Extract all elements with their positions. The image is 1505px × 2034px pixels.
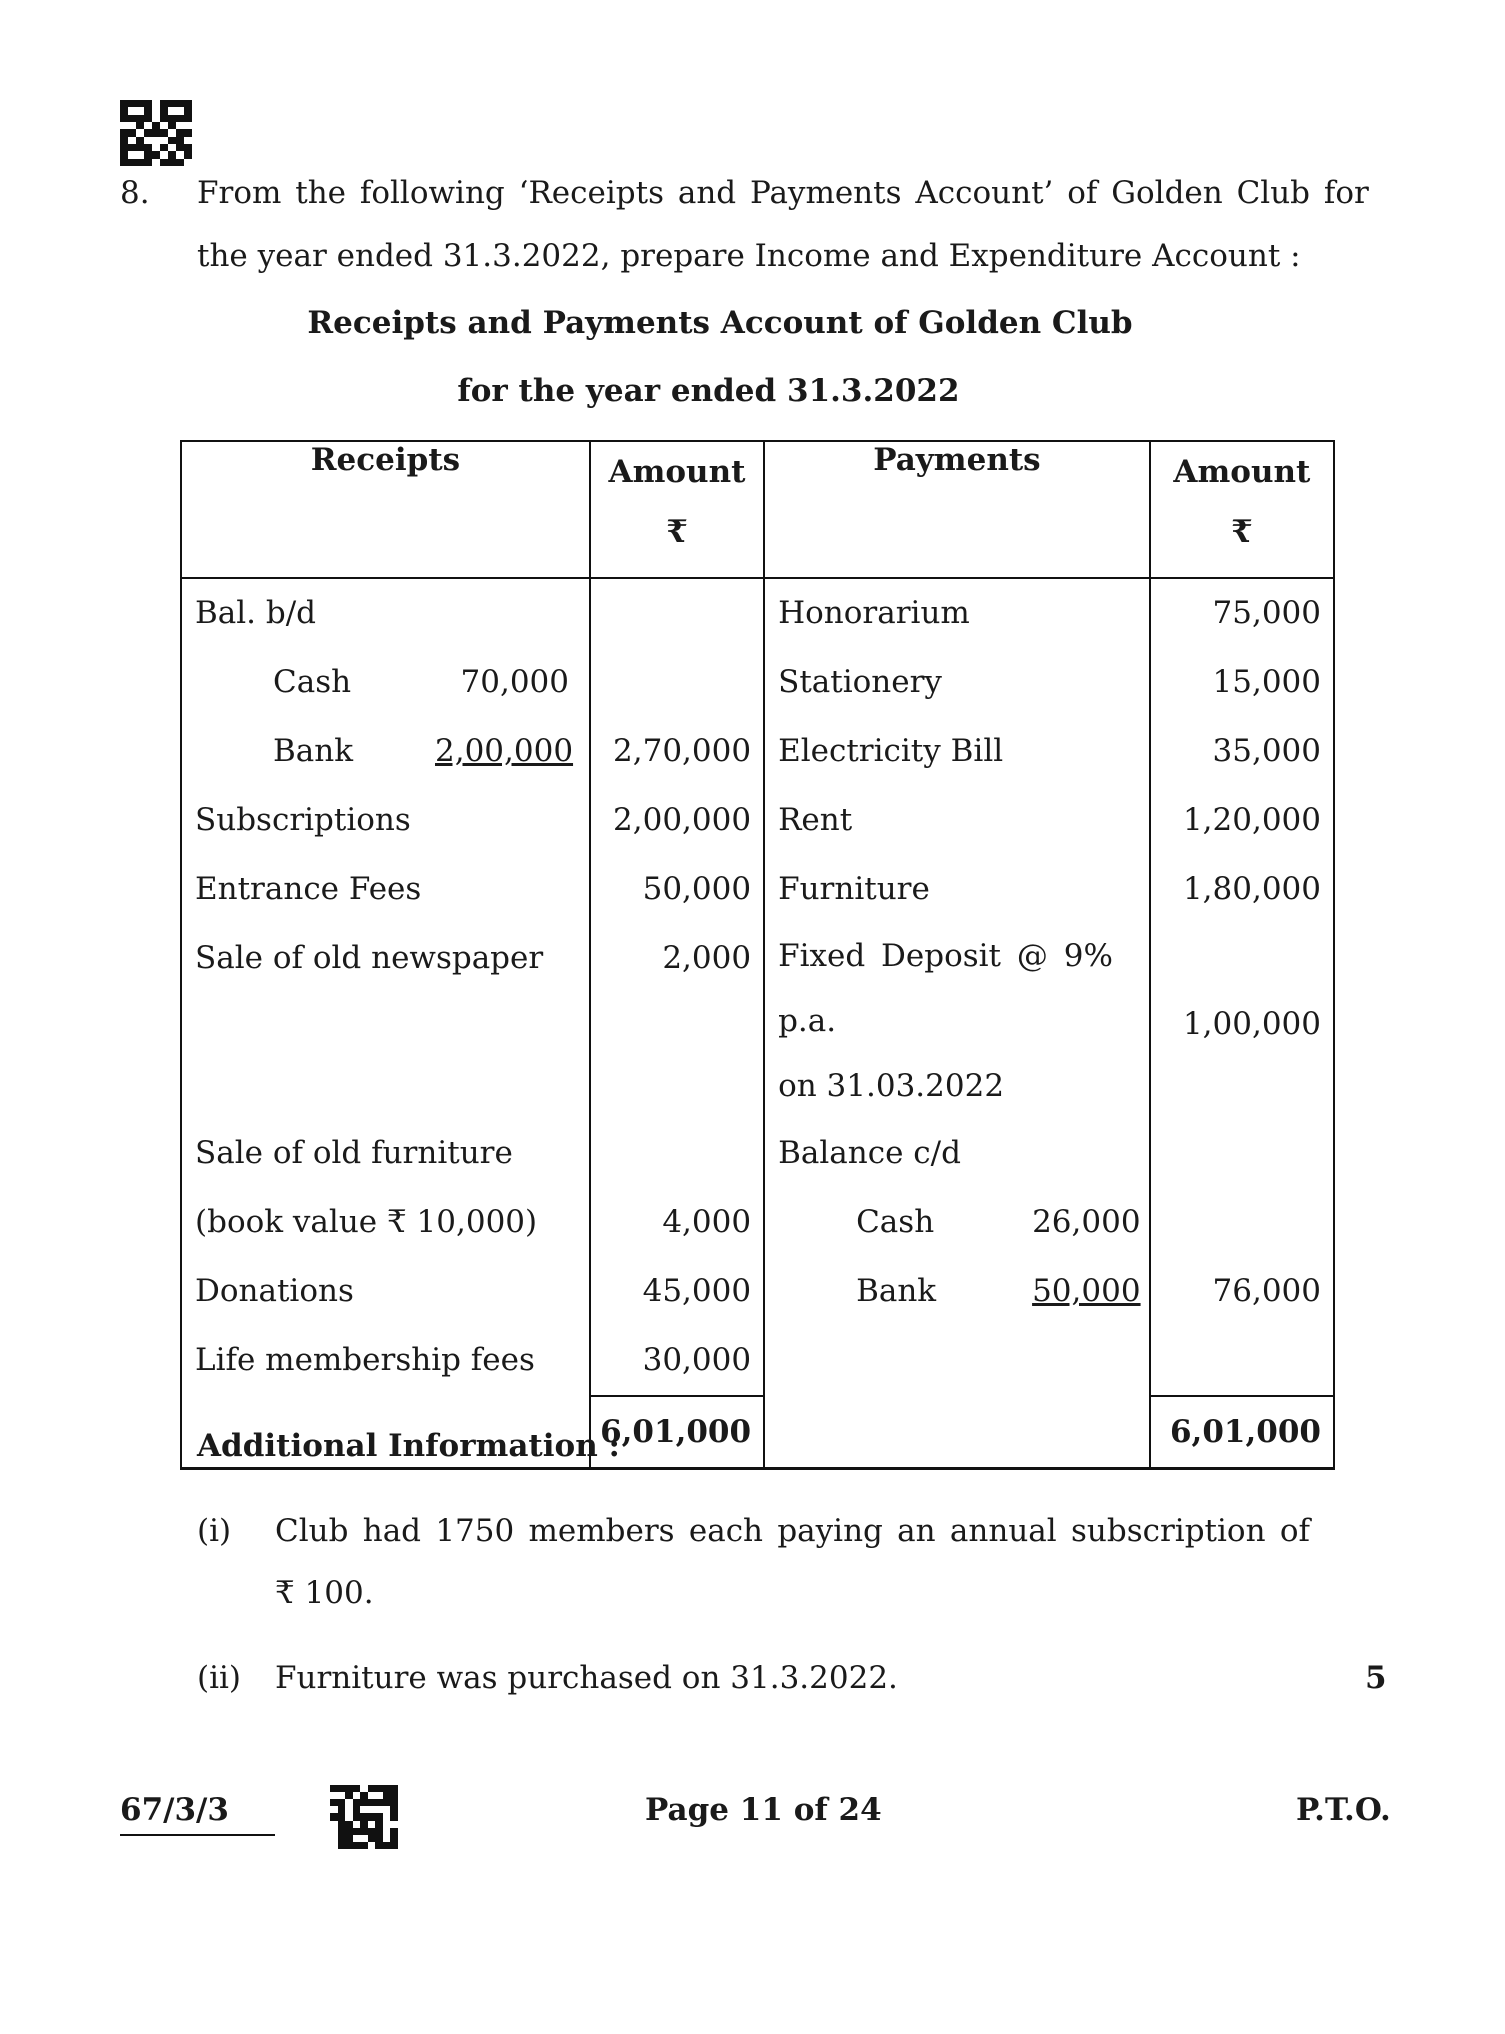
table-row: Bank 2,00,000 2,70,000 Electricity Bill 35,000 (181, 717, 1334, 786)
table-header-row (181, 441, 1334, 578)
qr-code-icon (120, 100, 192, 166)
table-row: Entrance Fees 50,000 Furniture 1,80,000 (181, 855, 1334, 924)
table-row: Cash 70,000 Stationery 15,000 (181, 648, 1334, 717)
rupee-symbol: ₹ (1231, 514, 1253, 550)
qr-code-icon (330, 1785, 398, 1849)
receipts-payments-table (180, 440, 1335, 1470)
payments-header: Payments (764, 441, 1150, 578)
page-number: Page 11 of 24 (645, 1792, 882, 1828)
paper-code: 67/3/3 (120, 1792, 275, 1836)
pto-label: P.T.O. (1296, 1792, 1391, 1828)
question-line-2: the year ended 31.3.2022, prepare Income and Expenditure Account : (197, 238, 1301, 274)
table-subtitle: for the year ended 31.3.2022 (457, 373, 960, 409)
receipts-header: Receipts (181, 441, 590, 578)
table-row: Donations 45,000 Bank 50,000 76,000 (181, 1257, 1334, 1326)
receipts-total: 6,01,000 (590, 1396, 764, 1469)
table-row: Sale of old furniture Balance c/d (181, 1119, 1334, 1188)
additional-item-2: Furniture was purchased on 31.3.2022. (275, 1660, 898, 1696)
additional-item-1: Club had 1750 members each paying an annual subscription of (275, 1513, 1310, 1549)
table-row: Sale of old newspaper 2,000 Fixed Deposit @ 9% p.a. on 31.03.2022 1,00,000 (181, 924, 1334, 1119)
additional-info-heading: Additional Information : (197, 1428, 620, 1464)
question-line-1: From the following ‘Receipts and Payments Account’ of Golden Club for (197, 175, 1369, 211)
table-row: (book value ₹ 10,000) 4,000 Cash 26,000 (181, 1188, 1334, 1257)
rupee-symbol: ₹ (666, 514, 688, 550)
item-number: (i) (197, 1513, 232, 1549)
receipts-amount-header: Amount ₹ (590, 441, 764, 578)
question-number: 8. (120, 175, 150, 211)
table-row: Bal. b/d Honorarium 75,000 (181, 578, 1334, 648)
additional-item-1-cont: ₹ 100. (275, 1575, 374, 1611)
table-title: Receipts and Payments Account of Golden Club (307, 305, 1133, 341)
payments-amount-header: Amount ₹ (1150, 441, 1334, 578)
marks: 5 (1365, 1660, 1387, 1696)
table-row: Subscriptions 2,00,000 Rent 1,20,000 (181, 786, 1334, 855)
item-number: (ii) (197, 1660, 242, 1696)
payments-total: 6,01,000 (1150, 1396, 1334, 1469)
table-row: Life membership fees 30,000 (181, 1326, 1334, 1396)
